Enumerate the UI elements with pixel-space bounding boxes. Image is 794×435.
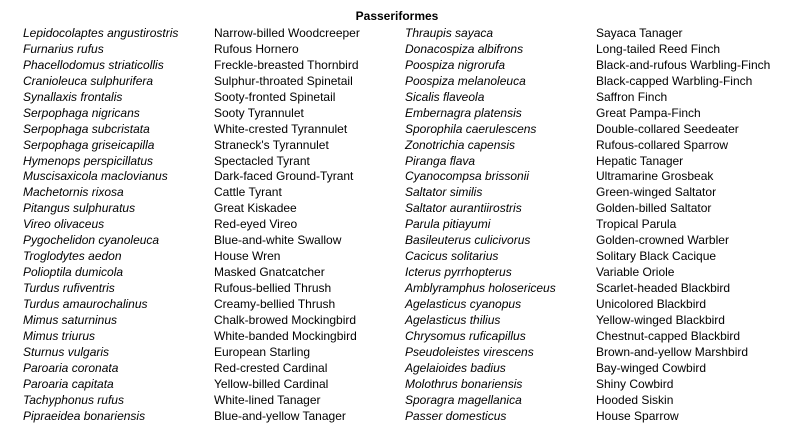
scientific-name-left: Turdus amaurochalinus — [23, 296, 148, 311]
scientific-name-right: Embernagra platensis — [405, 105, 522, 120]
scientific-name-right: Icterus pyrrhopterus — [405, 265, 512, 280]
common-name-left: Masked Gnatcatcher — [214, 265, 325, 280]
table-row — [0, 74, 794, 90]
scientific-name-right: Basileuterus culicivorus — [405, 233, 531, 248]
common-name-left: Chalk-browed Mockingbird — [214, 312, 357, 327]
table-row — [0, 138, 794, 154]
scientific-name-left: Synallaxis frontalis — [23, 89, 123, 104]
scientific-name-left: Troglodytes aedon — [23, 249, 122, 264]
scientific-name-right: Sporophila caerulescens — [405, 121, 537, 136]
common-name-right: Brown-and-yellow Marshbird — [596, 344, 749, 359]
table-row — [0, 345, 794, 361]
scientific-name-right: Cacicus solitarius — [405, 249, 499, 264]
common-name-right: Yellow-winged Blackbird — [596, 312, 725, 327]
scientific-name-right: Passer domesticus — [405, 408, 507, 423]
scientific-name-left: Mimus saturninus — [23, 312, 118, 327]
scientific-name-right: Agelaioides badius — [405, 360, 506, 375]
scientific-name-right: Chrysomus ruficapillus — [405, 328, 526, 343]
scientific-name-right: Sporagra magellanica — [405, 392, 522, 407]
common-name-right: House Sparrow — [596, 408, 679, 423]
common-name-right: Saffron Finch — [596, 89, 668, 104]
common-name-right: Chestnut-capped Blackbird — [596, 328, 741, 343]
scientific-name-right: Sicalis flaveola — [405, 89, 485, 104]
common-name-right: Golden-crowned Warbler — [596, 233, 729, 248]
common-name-left: Blue-and-yellow Tanager — [214, 408, 346, 423]
table-row — [0, 329, 794, 345]
common-name-left: Sooty Tyrannulet — [214, 105, 304, 120]
common-name-right: Green-winged Saltator — [596, 185, 717, 200]
common-name-left: Freckle-breasted Thornbird — [214, 57, 359, 72]
common-name-left: Rufous-bellied Thrush — [214, 281, 332, 295]
scientific-name-left: Turdus rufiventris — [23, 281, 115, 295]
table-row — [0, 106, 794, 122]
scientific-name-left: Pitangus sulphuratus — [23, 201, 136, 216]
table-row — [0, 377, 794, 393]
common-name-left: White-crested Tyrannulet — [214, 121, 348, 136]
scientific-name-left: Serpophaga subcristata — [23, 121, 150, 136]
common-name-right: Ultramarine Grosbeak — [596, 169, 714, 184]
common-name-left: Red-eyed Vireo — [214, 217, 298, 232]
table-row — [0, 265, 794, 281]
scientific-name-right: Pseudoleistes virescens — [405, 344, 534, 359]
common-name-left: Great Kiskadee — [214, 201, 297, 216]
scientific-name-left: Furnarius rufus — [23, 41, 104, 56]
common-name-right: Shiny Cowbird — [596, 376, 674, 391]
scientific-name-left: Muscisaxicola maclovianus — [23, 169, 168, 184]
table-row — [0, 169, 794, 185]
scientific-name-left: Hymenops perspicillatus — [23, 153, 154, 168]
common-name-right: Double-collared Seedeater — [596, 121, 739, 136]
common-name-left: Dark-faced Ground-Tyrant — [214, 169, 354, 184]
common-name-right: Rufous-collared Sparrow — [596, 137, 729, 152]
table-row — [0, 90, 794, 106]
common-name-left: Blue-and-white Swallow — [214, 233, 342, 248]
scientific-name-left: Pygochelidon cyanoleuca — [23, 233, 160, 248]
common-name-left: European Starling — [214, 344, 311, 359]
scientific-name-right: Molothrus bonariensis — [405, 376, 523, 391]
common-name-left: Red-crested Cardinal — [214, 360, 328, 375]
common-name-right: Great Pampa-Finch — [596, 105, 701, 120]
table-row — [0, 281, 794, 297]
table-row — [0, 154, 794, 170]
table-row — [0, 297, 794, 313]
scientific-name-right: Saltator aurantiirostris — [405, 201, 522, 216]
scientific-name-left: Paroaria capitata — [23, 376, 114, 391]
scientific-name-right: Piranga flava — [405, 153, 476, 168]
scientific-name-right: Agelasticus cyanopus — [405, 296, 522, 311]
table-row — [0, 58, 794, 74]
common-name-left: White-lined Tanager — [214, 392, 321, 407]
common-name-right: Scarlet-headed Blackbird — [596, 281, 731, 295]
common-name-left: White-banded Mockingbird — [214, 328, 357, 343]
scientific-name-left: Serpophaga nigricans — [23, 105, 140, 120]
scientific-name-left: Mimus triurus — [23, 328, 96, 343]
scientific-name-left: Tachyphonus rufus — [23, 392, 124, 407]
common-name-right: Black-capped Warbling-Finch — [596, 73, 753, 88]
common-name-left: Straneck's Tyrannulet — [214, 137, 329, 152]
common-name-left: Creamy-bellied Thrush — [214, 296, 336, 311]
common-name-right: Sayaca Tanager — [596, 26, 683, 40]
table-row — [0, 249, 794, 265]
scientific-name-right: Poospiza melanoleuca — [405, 73, 526, 88]
common-name-left: Sulphur-throated Spinetail — [214, 73, 353, 88]
scientific-name-right: Agelasticus thilius — [405, 312, 501, 327]
common-name-right: Hooded Siskin — [596, 392, 674, 407]
scientific-name-right: Poospiza nigrorufa — [405, 57, 506, 72]
scientific-name-right: Thraupis sayaca — [405, 26, 494, 40]
scientific-name-left: Lepidocolaptes angustirostris — [23, 26, 179, 40]
table-row — [0, 409, 794, 425]
common-name-left: Sooty-fronted Spinetail — [214, 89, 336, 104]
common-name-right: Long-tailed Reed Finch — [596, 41, 721, 56]
common-name-right: Solitary Black Cacique — [596, 249, 717, 264]
common-name-left: Narrow-billed Woodcreeper — [214, 26, 360, 40]
common-name-right: Variable Oriole — [596, 265, 675, 280]
scientific-name-left: Cranioleuca sulphurifera — [23, 73, 154, 88]
table-title: Passeriformes — [355, 9, 439, 23]
table-row — [0, 26, 794, 42]
scientific-name-right: Zonotrichia capensis — [405, 137, 516, 152]
table-row — [0, 233, 794, 249]
table-row — [0, 185, 794, 201]
scientific-name-left: Serpophaga griseicapilla — [23, 137, 155, 152]
common-name-right: Hepatic Tanager — [596, 153, 684, 168]
scientific-name-left: Paroaria coronata — [23, 360, 119, 375]
common-name-left: Cattle Tyrant — [214, 185, 282, 200]
common-name-right: Golden-billed Saltator — [596, 201, 712, 216]
scientific-name-right: Donacospiza albifrons — [405, 41, 524, 56]
scientific-name-left: Polioptila dumicola — [23, 265, 124, 280]
table-row — [0, 361, 794, 377]
scientific-name-left: Sturnus vulgaris — [23, 344, 110, 359]
table-row — [0, 122, 794, 138]
common-name-left: Rufous Hornero — [214, 41, 299, 56]
scientific-name-left: Vireo olivaceus — [23, 217, 105, 232]
scientific-name-right: Amblyramphus holosericeus — [405, 281, 556, 295]
table-row — [0, 217, 794, 233]
common-name-left: Spectacled Tyrant — [214, 153, 310, 168]
table-row — [0, 393, 794, 409]
scientific-name-left: Phacellodomus striaticollis — [23, 57, 164, 72]
common-name-right: Unicolored Blackbird — [596, 296, 707, 311]
common-name-right: Tropical Parula — [596, 217, 677, 232]
table-row — [0, 42, 794, 58]
table-row — [0, 201, 794, 217]
table-row — [0, 313, 794, 329]
common-name-left: House Wren — [214, 249, 281, 264]
scientific-name-left: Machetornis rixosa — [23, 185, 124, 200]
scientific-name-right: Saltator similis — [405, 185, 483, 200]
scientific-name-right: Parula pitiayumi — [405, 217, 491, 232]
common-name-right: Bay-winged Cowbird — [596, 360, 707, 375]
common-name-left: Yellow-billed Cardinal — [214, 376, 329, 391]
common-name-right: Black-and-rufous Warbling-Finch — [596, 57, 771, 72]
scientific-name-right: Cyanocompsa brissonii — [405, 169, 530, 184]
scientific-name-left: Pipraeidea bonariensis — [23, 408, 146, 423]
species-table — [0, 26, 794, 424]
